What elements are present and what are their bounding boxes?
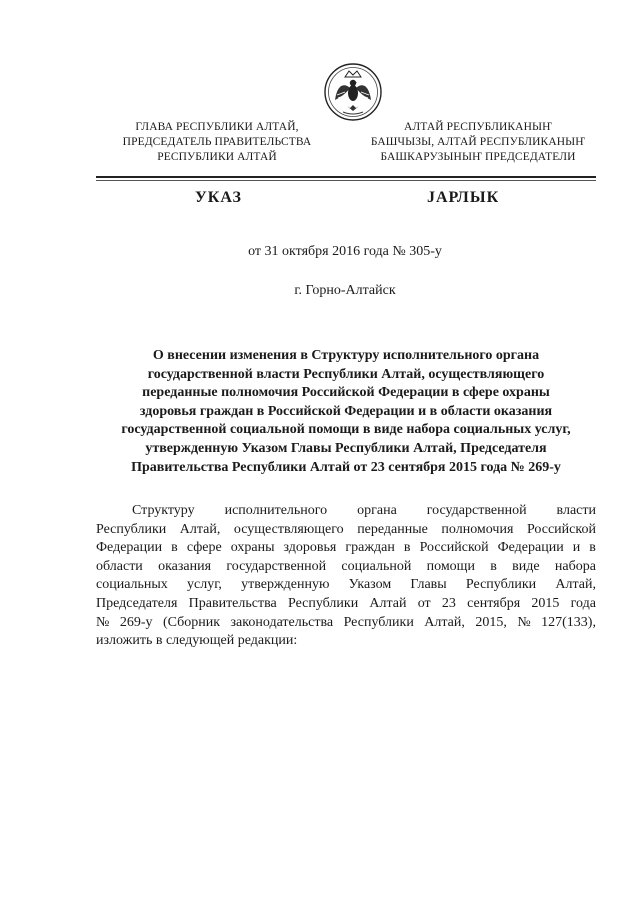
header-divider-thin	[96, 180, 596, 181]
title-line: здоровья граждан в Российской Федерации и в области оказания	[139, 403, 553, 419]
body-line: Федерации в сфере охраны здоровья граждан в Российской Федерации и в	[96, 540, 596, 556]
body-line: изложить в следующей редакции:	[96, 633, 298, 649]
decree-label-ru: УКАЗ	[195, 189, 242, 206]
title-line: Правительства Республики Алтай от 23 сентября 2015 года № 269-у	[131, 459, 561, 475]
title-line: государственной власти Республики Алтай, осуществляющего	[147, 366, 545, 382]
body-line: № 269-у (Сборник законодательства Республики Алтай, 2015, № 127(133),	[96, 614, 596, 630]
body-line: социальных услуг, утвержденную Указом Главы Республики Алтай,	[96, 577, 596, 593]
header-divider	[96, 176, 596, 178]
body-line: Структуру исполнительного органа государственной власти	[132, 503, 596, 518]
header-right-block	[360, 120, 596, 165]
eagle-coat-of-arms-icon	[323, 62, 383, 122]
title-line: переданные полномочия Российской Федерации в сфере охраны	[142, 385, 550, 401]
header-right-line: БАШКАРУЗЫНЫҤ ПРЕДСЕДАТЕЛИ	[380, 151, 576, 163]
decree-city: г. Горно-Алтайск	[294, 283, 396, 298]
header-left-line: ГЛАВА РЕСПУБЛИКИ АЛТАЙ,	[135, 121, 299, 133]
decree-label-altai: JАРЛЫК	[427, 189, 500, 206]
header-right-line: АЛТАЙ РЕСПУБЛИКАНЫҤ	[404, 121, 552, 133]
title-line: О внесении изменения в Структуру исполнительного органа	[152, 348, 540, 363]
header-right-line: БАШЧЫЗЫ, АЛТАЙ РЕСПУБЛИКАНЫҤ	[370, 136, 586, 148]
body-line: области оказания государственной социальной помощи в виде набора	[96, 558, 596, 574]
decree-date-number: от 31 октября 2016 года № 305-у	[248, 244, 442, 259]
document-body-paragraph	[96, 502, 596, 651]
title-line: государственной социальной помощи в виде набора социальных услуг,	[121, 422, 571, 438]
header-left-line: РЕСПУБЛИКИ АЛТАЙ	[157, 151, 277, 163]
header-left-block	[108, 120, 326, 165]
body-line: Республики Алтай, осуществляющего переданные полномочия Российской	[96, 521, 596, 537]
title-line: утвержденную Указом Главы Республики Алтай, Председателя	[145, 440, 547, 456]
document-title	[96, 347, 596, 477]
body-line: Председателя Правительства Республики Алтай от 23 сентября 2015 года	[96, 595, 596, 611]
header-left-line: ПРЕДСЕДАТЕЛЬ ПРАВИТЕЛЬСТВА	[122, 136, 312, 148]
